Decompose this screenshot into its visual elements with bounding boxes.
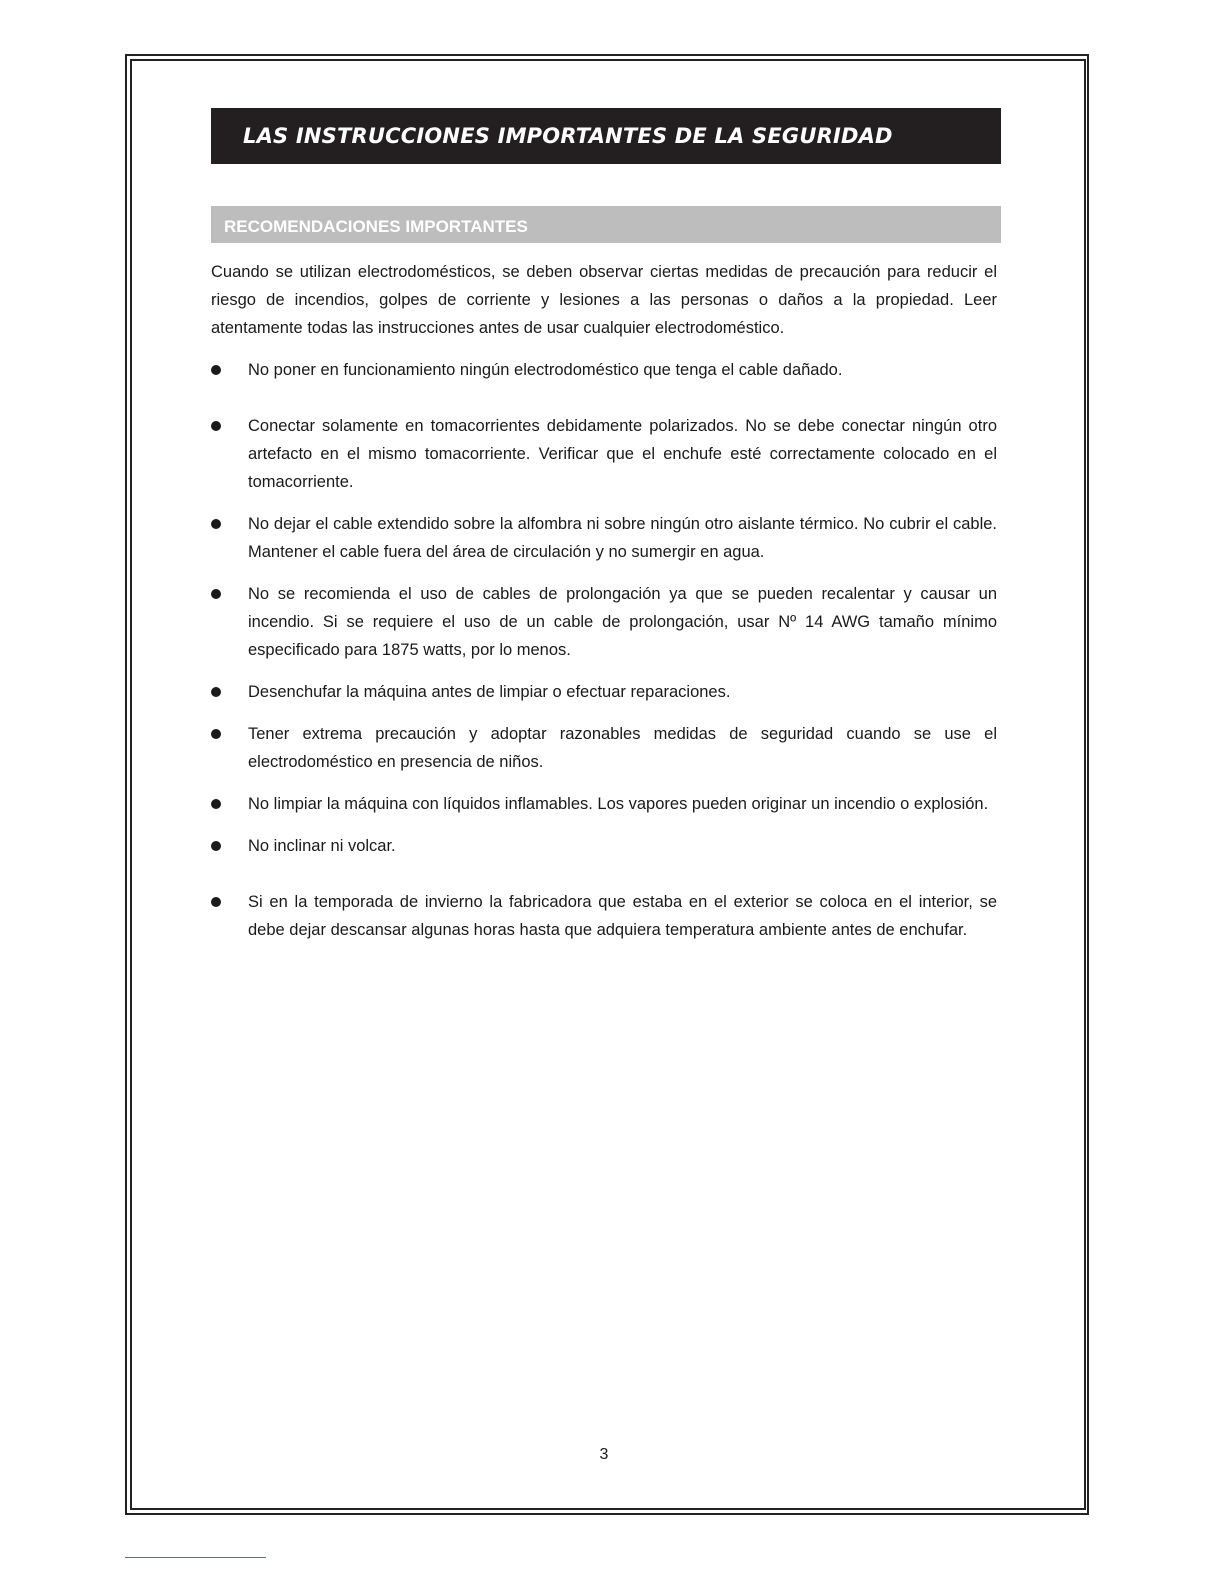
list-item (211, 888, 997, 944)
list-item (211, 678, 997, 706)
list-item-text: Desenchufar la máquina antes de limpiar o efectuar reparaciones. (248, 683, 731, 701)
list-item (211, 790, 997, 818)
list-item-text: No inclinar ni volcar. (248, 837, 396, 855)
list-item (211, 412, 997, 496)
bullet-icon (211, 799, 221, 809)
page-title: LAS INSTRUCCIONES IMPORTANTES DE LA SEGURIDAD (211, 108, 1001, 164)
bullet-icon (211, 729, 221, 739)
list-item (211, 510, 997, 566)
bullet-icon (211, 519, 221, 529)
list-item-text: No limpiar la máquina con líquidos inflamables. Los vapores pueden originar un incendio o explosión. (248, 795, 989, 813)
list-item (211, 356, 997, 384)
list-item-text: No poner en funcionamiento ningún electrodoméstico que tenga el cable dañado. (248, 361, 843, 379)
list-item (211, 832, 997, 860)
list-item-text: Si en la temporada de invierno la fabricadora que estaba en el exterior se coloca en el interior, se debe dejar descansar algunas horas hasta que adquiera temperatura ambiente antes de enchufar. (248, 893, 997, 939)
bullet-icon (211, 687, 221, 697)
bullet-icon (211, 841, 221, 851)
bullet-icon (211, 365, 221, 375)
bullet-icon (211, 421, 221, 431)
list-item-text: Tener extrema precaución y adoptar razonables medidas de seguridad cuando se use el electrodoméstico en presencia de niños. (248, 725, 997, 771)
list-item (211, 720, 997, 776)
list-item-text: Conectar solamente en tomacorrientes debidamente polarizados. No se debe conectar ningún otro artefacto en el mismo tomacorriente. Verificar que el enchufe esté correctamente colocado en el tomacorriente. (248, 417, 997, 491)
bullet-icon (211, 589, 221, 599)
bullet-icon (211, 897, 221, 907)
list-item-text: No dejar el cable extendido sobre la alfombra ni sobre ningún otro aislante térmico. No cubrir el cable. Mantener el cable fuera del área de circulación y no sumergir en agua. (248, 515, 997, 561)
intro-paragraph: Cuando se utilizan electrodomésticos, se deben observar ciertas medidas de precaución para reducir el riesgo de incendios, golpes de corriente y lesiones a las personas o daños a la propiedad. Leer atentamente todas las instrucciones antes de usar cualquier electrodoméstico. (211, 263, 997, 337)
page-number: 3 (599, 1446, 609, 1463)
safety-list (211, 356, 997, 958)
section-heading: RECOMENDACIONES IMPORTANTES (211, 206, 1001, 243)
list-item (211, 580, 997, 664)
list-item-text: No se recomienda el uso de cables de prolongación ya que se pueden recalentar y causar un incendio. Si se requiere el uso de un cable de prolongación, usar Nº 14 AWG tamaño mínimo especificado para 1875 watts, por lo menos. (248, 585, 997, 659)
footer-rule (125, 1557, 266, 1558)
